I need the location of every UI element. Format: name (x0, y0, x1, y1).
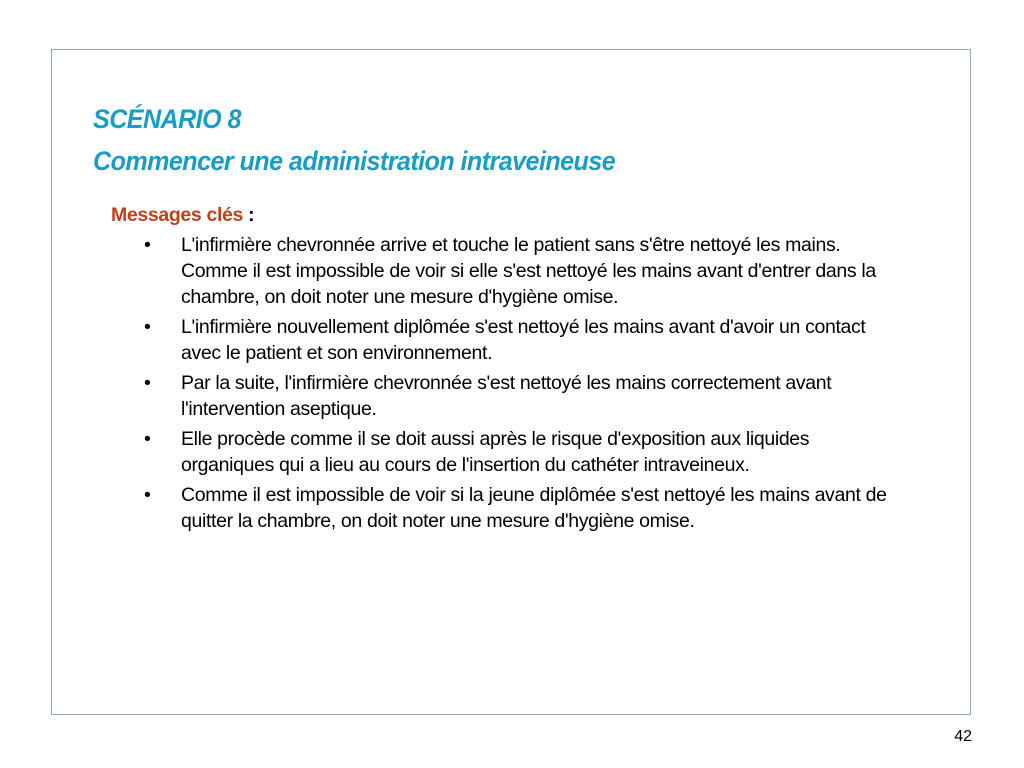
bullet-icon: • (144, 234, 151, 256)
list-item (111, 482, 901, 534)
bullet-text: Comme il est impossible de voir si la jeune diplômée s'est nettoyé les mains avant de quitter la chambre, on doit noter une mesure d'hygiène omise. (181, 484, 887, 532)
bullet-text: Elle procède comme il se doit aussi après le risque d'exposition aux liquides organiques qui a lieu au cours de l'insertion du cathéter intraveineux. (181, 428, 810, 476)
bullet-icon: • (144, 316, 151, 338)
key-messages-colon: : (243, 204, 255, 226)
list-item (111, 426, 901, 478)
key-messages-heading (111, 202, 911, 228)
bullet-text: Par la suite, l'infirmière chevronnée s'est nettoyé les mains correctement avant l'intervention aseptique. (181, 372, 832, 420)
key-messages-label: Messages clés (111, 204, 244, 226)
bullet-text: L'infirmière chevronnée arrive et touche le patient sans s'être nettoyé les mains. Comme il est impossible de voir si elle s'est nettoyé les mains avant d'entrer dans la chambre, on doit noter une mesure d'hygiène omise. (181, 234, 876, 308)
bullet-icon: • (144, 484, 151, 506)
slide-content (111, 202, 911, 538)
key-messages-list (111, 232, 911, 534)
page-number: 42 (954, 728, 972, 745)
bullet-icon: • (144, 372, 151, 394)
list-item (111, 370, 901, 422)
bullet-text: L'infirmière nouvellement diplômée s'est nettoyé les mains avant d'avoir un contact avec le patient et son environnement. (181, 316, 866, 364)
title-scenario-number: SCÉNARIO 8 (93, 104, 241, 134)
slide-title (93, 98, 615, 182)
list-item (111, 314, 901, 366)
title-scenario-name: Commencer une administration intraveineuse (93, 146, 616, 176)
bullet-icon: • (144, 428, 151, 450)
list-item (111, 232, 901, 310)
